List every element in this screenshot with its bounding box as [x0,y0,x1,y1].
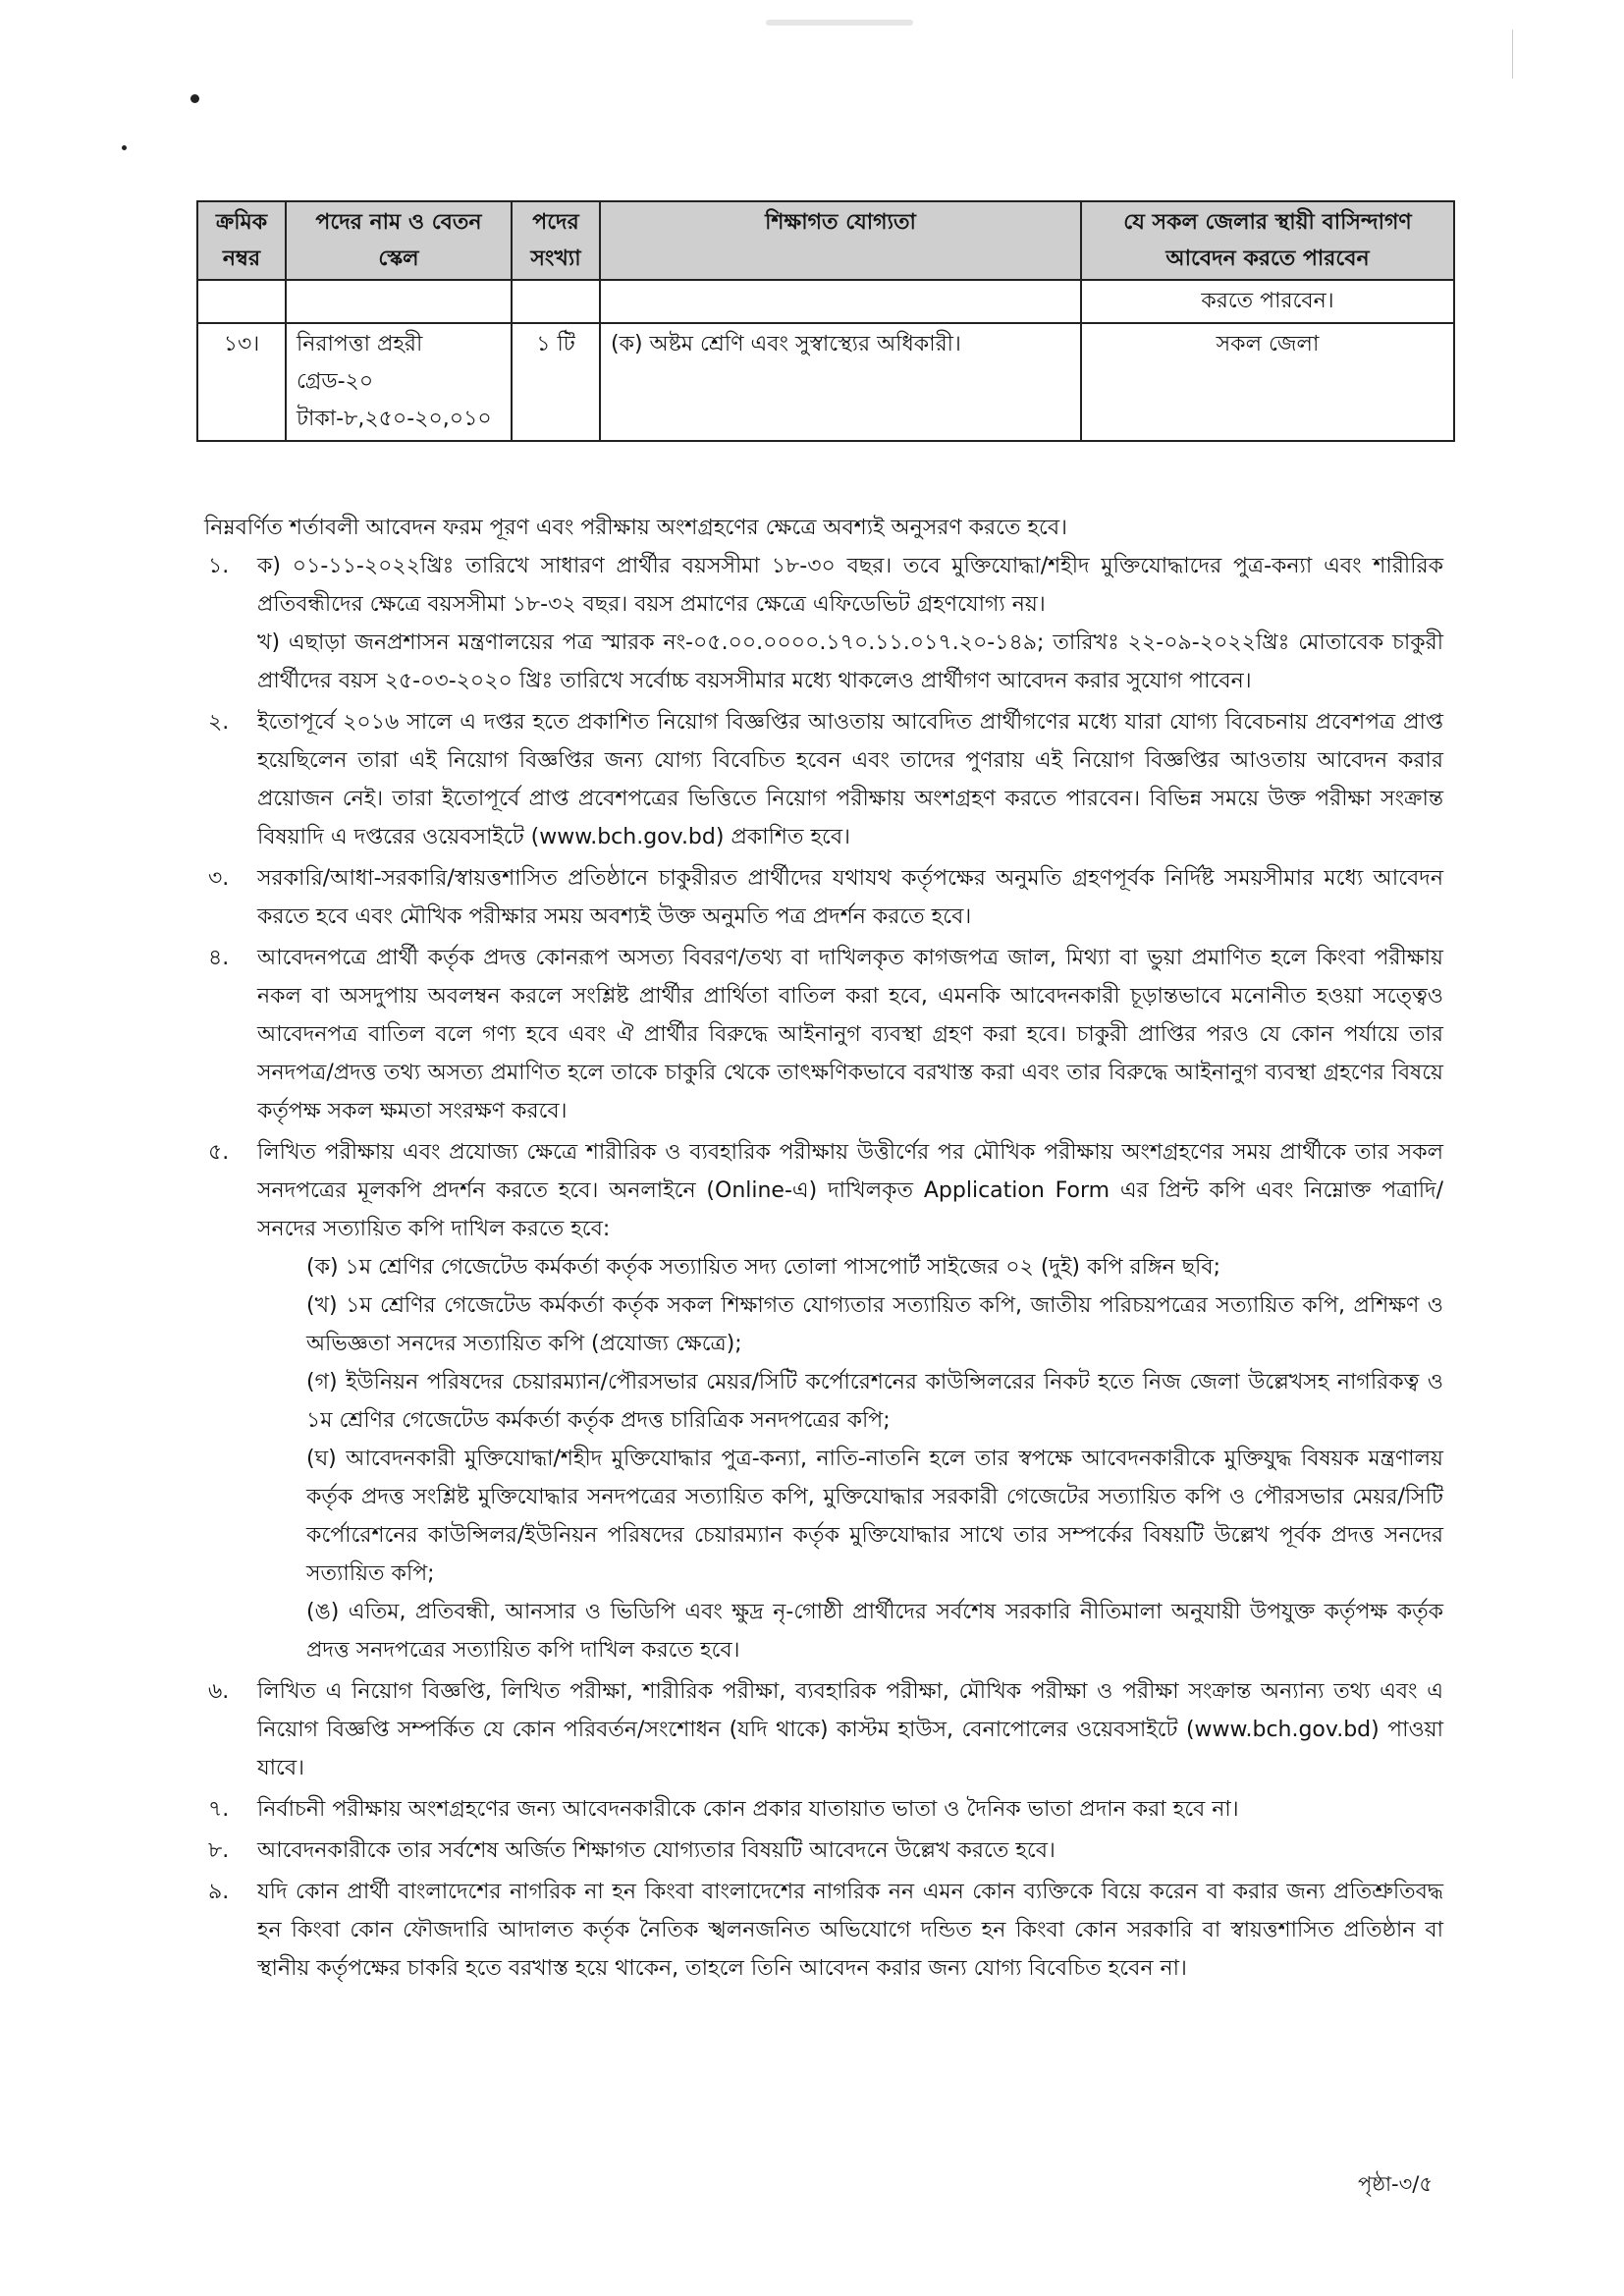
posts-table [196,200,1455,442]
page-number: পৃষ্ঠা-৩/৫ [1358,2172,1433,2196]
condition-item-2 [204,703,1443,856]
condition-number: ২. [208,710,230,735]
condition-item-5 [204,1133,1443,1669]
condition-number: ১. [208,554,230,578]
condition-text: লিখিত পরীক্ষায় এবং প্রযোজ্য ক্ষেত্রে শারীরিক ও ব্যবহারিক পরীক্ষায় উত্তীর্ণের পর মৌখিক পরীক্ষায় অংশগ্রহণের সময় প্রার্থীকে তার সকল সনদপত্রের মূলকপি প্রদর্শন করতে হবে। অনলাইনে (Online-এ) দাখিলকৃত Application Form এর প্রিন্ট কপি এবং নিম্নোক্ত পত্রাদি/সনদের সত্যায়িত কপি দাখিল করতে হবে: [257,1140,1443,1241]
condition-number: ৬. [208,1679,230,1704]
table-row [197,323,1454,441]
scan-smudge [766,20,913,26]
table-row-continuation [197,280,1454,323]
condition-item-1 [204,547,1443,700]
conditions-section [204,509,1443,1991]
condition-item-3 [204,859,1443,936]
scan-dot [190,94,199,103]
document-subitem: (গ) ইউনিয়ন পরিষদের চেয়ারম্যান/পৌরসভার মেয়র/সিটি কর্পোরেশনের কাউন্সিলরের নিকট হতে নিজ জেলা উল্লেখসহ নাগরিকত্ব ও ১ম শ্রেণির গেজেটেড কর্মকর্তা কর্তৃক প্রদত্ত চারিত্রিক সনদপত্রের কপি; [306,1370,1443,1433]
header-districts: যে সকল জেলার স্থায়ী বাসিন্দাগণ আবেদন করতে পারবেন [1081,201,1454,280]
header-qualification: শিক্ষাগত যোগ্যতা [600,201,1081,280]
document-subitem: (খ) ১ম শ্রেণির গেজেটেড কর্মকর্তা কর্তৃক সকল শিক্ষাগত যোগ্যতার সত্যায়িত কপি, জাতীয় পরিচয়পত্রের সত্যায়িত কপি, প্রশিক্ষণ ও অভিজ্ঞতা সনদের সত্যায়িত কপি (প্রযোজ্য ক্ষেত্রে); [306,1293,1443,1356]
condition-item-6 [204,1672,1443,1787]
table-header-row [197,201,1454,280]
condition-item-4 [204,939,1443,1130]
row-serial: ১৩। [197,323,286,441]
header-serial: ক্রমিক নম্বর [197,201,286,280]
document-subitem: (ঘ) আবেদনকারী মুক্তিযোদ্ধা/শহীদ মুক্তিযোদ্ধার পুত্র-কন্যা, নাতি-নাতনি হলে তার স্বপক্ষে আবেদনকারীকে মুক্তিযুদ্ধ বিষয়ক মন্ত্রণালয় কর্তৃক প্রদত্ত সংশ্লিষ্ট মুক্তিযোদ্ধার সনদপত্রের সত্যায়িত কপি, মুক্তিযোদ্ধার সরকারী গেজেটের সত্যায়িত কপি ও পৌরসভার মেয়র/সিটি কর্পোরেশনের কাউন্সিলর/ইউনিয়ন পরিষদের চেয়ারম্যান কর্তৃক মুক্তিযোদ্ধার সাথে তার সম্পর্কের বিষয়টি উল্লেখ পূর্বক প্রদত্ত সনদের সত্যায়িত কপি; [306,1447,1443,1586]
document-subitem: (ক) ১ম শ্রেণির গেজেটেড কর্মকর্তা কর্তৃক সত্যায়িত সদ্য তোলা পাসপোর্ট সাইজের ০২ (দুই) কপি রঙ্গিন ছবি; [306,1255,1221,1280]
scan-dot [122,145,127,150]
scan-edge-line [1512,29,1513,79]
row-count: ১ টি [512,323,600,441]
conditions-intro: নিম্নবর্ণিত শর্তাবলী আবেদন ফরম পূরণ এবং পরীক্ষায় অংশগ্রহণের ক্ষেত্রে অবশ্যই অনুসরণ করতে হবে। [204,516,1067,540]
condition-text: খ) এছাড়া জনপ্রশাসন মন্ত্রণালয়ের পত্র স্মারক নং-০৫.০০.০০০০.১৭০.১১.০১৭.২০-১৪৯; তারিখঃ ২২-০৯-২০২২খ্রিঃ মোতাবেক চাকুরী প্রার্থীদের বয়স ২৫-০৩-২০২০ খ্রিঃ তারিখে সর্বোচ্চ বয়সসীমার মধ্যে থাকলেও প্রার্থীগণ আবেদন করার সুযোগ পাবেন। [257,630,1443,693]
header-post-name: পদের নাম ও বেতন স্কেল [286,201,512,280]
condition-number: ৫. [208,1140,230,1165]
condition-number: ৪. [208,946,230,970]
condition-item-8 [204,1831,1443,1870]
condition-text: আবেদনপত্রে প্রার্থী কর্তৃক প্রদত্ত কোনরূপ অসত্য বিবরণ/তথ্য বা দাখিলকৃত কাগজপত্র জাল, মিথ্যা বা ভুয়া প্রমাণিত হলে কিংবা পরীক্ষায় নকল বা অসদুপায় অবলম্বন করলে সংশ্লিষ্ট প্রার্থীর প্রার্থিতা বাতিল করা হবে, এমনকি আবেদনকারী চূড়ান্তভাবে মনোনীত হওয়া সত্ত্বেও আবেদনপত্র বাতিল বলে গণ্য হবে এবং ঐ প্রার্থীর বিরুদ্ধে আইনানুগ ব্যবস্থা গ্রহণ করা হবে। চাকুরী প্রাপ্তির পরও যে কোন পর্যায়ে তার সনদপত্র/প্রদত্ত তথ্য অসত্য প্রমাণিত হলে তাকে চাকুরি থেকে তাৎক্ষণিকভাবে বরখাস্ত করা এবং তার বিরুদ্ধে আইনানুগ ব্যবস্থা গ্রহণের বিষয়ে কর্তৃপক্ষ সকল ক্ষমতা সংরক্ষণ করবে। [257,946,1443,1123]
condition-number: ৯. [208,1880,230,1904]
condition-text: ক) ০১-১১-২০২২খ্রিঃ তারিখে সাধারণ প্রার্থীর বয়সসীমা ১৮-৩০ বছর। তবে মুক্তিযোদ্ধা/শহীদ মুক্তিযোদ্ধাদের পুত্র-কন্যা এবং শারীরিক প্রতিবন্ধীদের ক্ষেত্রে বয়সসীমা ১৮-৩২ বছর। বয়স প্রমাণের ক্ষেত্রে এফিডেভিট গ্রহণযোগ্য নয়। [257,554,1443,617]
condition-number: ৮. [208,1838,230,1863]
continuation-cell: করতে পারবেন। [1081,280,1454,323]
post-grade: গ্রেড-২০ [297,369,374,394]
condition-item-9 [204,1873,1443,1988]
row-post-cell [286,323,512,441]
header-post-count: পদের সংখ্যা [512,201,600,280]
row-districts: সকল জেলা [1081,323,1454,441]
condition-number: ৭. [208,1797,230,1822]
condition-text: ইতোপূর্বে ২০১৬ সালে এ দপ্তর হতে প্রকাশিত নিয়োগ বিজ্ঞপ্তির আওতায় আবেদিত প্রার্থীগণের মধ্যে যারা যোগ্য বিবেচনায় প্রবেশপত্র প্রাপ্ত হয়েছিলেন তারা এই নিয়োগ বিজ্ঞপ্তির জন্য যোগ্য বিবেচিত হবেন এবং তাদের পুণরায় এই নিয়োগ বিজ্ঞপ্তির আওতায় আবেদন করার প্রয়োজন নেই। তারা ইতোপূর্বে প্রাপ্ত প্রবেশপত্রের ভিত্তিতে নিয়োগ পরীক্ষায় অংশগ্রহণ করতে পারবেন। বিভিন্ন সময়ে উক্ত পরীক্ষা সংক্রান্ত বিষয়াদি এ দপ্তরের ওয়েবসাইটে (www.bch.gov.bd) প্রকাশিত হবে। [257,710,1443,849]
condition-text: লিখিত এ নিয়োগ বিজ্ঞপ্তি, লিখিত পরীক্ষা, শারীরিক পরীক্ষা, ব্যবহারিক পরীক্ষা, মৌখিক পরীক্ষা ও পরীক্ষা সংক্রান্ত অন্যান্য তথ্য এবং এ নিয়োগ বিজ্ঞপ্তি সম্পর্কিত যে কোন পরিবর্তন/সংশোধন (যদি থাকে) কাস্টম হাউস, বেনাপোলের ওয়েবসাইটে (www.bch.gov.bd) পাওয়া যাবে। [257,1679,1443,1780]
condition-text: সরকারি/আধা-সরকারি/স্বায়ত্তশাসিত প্রতিষ্ঠানে চাকুরীরত প্রার্থীদের যথাযথ কর্তৃপক্ষের অনুমতি গ্রহণপূর্বক নির্দিষ্ট সময়সীমার মধ্যে আবেদন করতে হবে এবং মৌখিক পরীক্ষার সময় অবশ্যই উক্ত অনুমতি পত্র প্রদর্শন করতে হবে। [257,866,1443,929]
condition-text: যদি কোন প্রার্থী বাংলাদেশের নাগরিক না হন কিংবা বাংলাদেশের নাগরিক নন এমন কোন ব্যক্তিকে বিয়ে করেন বা করার জন্য প্রতিশ্রুতিবদ্ধ হন কিংবা কোন ফৌজদারি আদালত কর্তৃক নৈতিক স্খলনজনিত অভিযোগে দন্ডিত হন কিংবা কোন সরকারি বা স্বায়ত্তশাসিত প্রতিষ্ঠান বা স্থানীয় কর্তৃপক্ষের চাকরি হতে বরখাস্ত হয়ে থাকেন, তাহলে তিনি আবেদন করার জন্য যোগ্য বিবেচিত হবেন না। [257,1880,1443,1981]
condition-number: ৩. [208,866,230,891]
condition-text: আবেদনকারীকে তার সর্বশেষ অর্জিত শিক্ষাগত যোগ্যতার বিষয়টি আবেদনে উল্লেখ করতে হবে। [257,1838,1056,1863]
post-pay-scale: টাকা-৮,২৫০-২০,০১০ [297,407,492,431]
condition-text: নির্বাচনী পরীক্ষায় অংশগ্রহণের জন্য আবেদনকারীকে কোন প্রকার যাতায়াত ভাতা ও দৈনিক ভাতা প্রদান করা হবে না। [257,1797,1239,1822]
post-title: নিরাপত্তা প্রহরী [297,332,423,356]
document-subitem: (ঙ) এতিম, প্রতিবন্ধী, আনসার ও ভিডিপি এবং ক্ষুদ্র নৃ-গোষ্ঠী প্রার্থীদের সর্বশেষ সরকারি নীতিমালা অনুযায়ী উপযুক্ত কর্তৃপক্ষ কর্তৃক প্রদত্ত সনদপত্রের সত্যায়িত কপি দাখিল করতে হবে। [306,1600,1443,1663]
row-qualification: (ক) অষ্টম শ্রেণি এবং সুস্বাস্থ্যের অধিকারী। [600,323,1081,441]
condition-item-7 [204,1790,1443,1829]
